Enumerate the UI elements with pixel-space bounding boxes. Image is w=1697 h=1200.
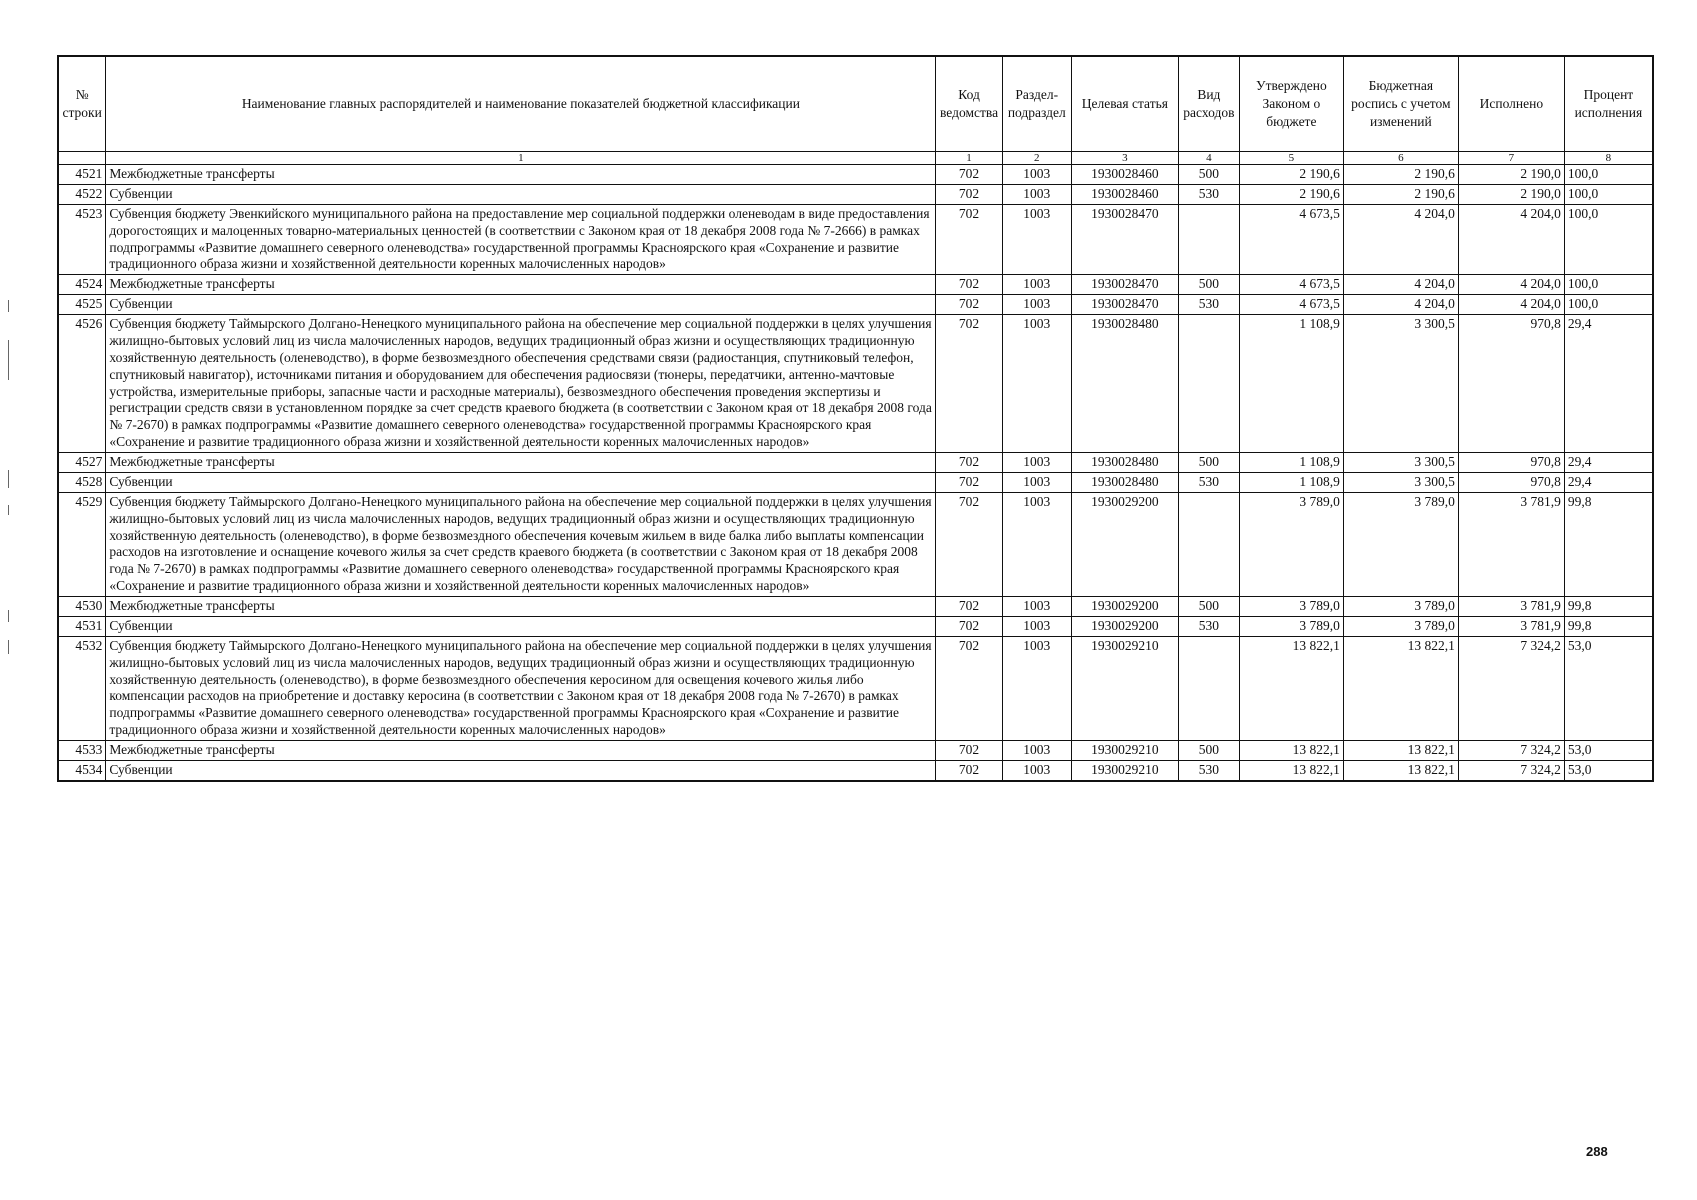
row-expense-type (1178, 492, 1239, 596)
row-executed: 3 781,9 (1458, 492, 1564, 596)
row-department-code: 702 (936, 741, 1002, 761)
scan-mark (8, 300, 9, 312)
row-number: 4528 (58, 472, 106, 492)
row-approved: 13 822,1 (1239, 741, 1343, 761)
row-percent: 99,8 (1564, 616, 1653, 636)
row-approved: 4 673,5 (1239, 204, 1343, 275)
row-name: Субвенция бюджету Таймырского Долгано-Ненецкого муниципального района на обеспечение мер социальной поддержки в целях улучшения жилищно-бытовых условий лиц из числа малочисленных народов, ведущих традиционный образ жизни и осуществляющих традиционную хозяйственную деятельность (оленеводство), в форме безвозмездного обеспечения кочевым жильем в виде балка либо выплаты компенсации расходов на изготовление и оснащение кочевого жилья за счет средств краевого бюджета (в соответствии с Законом края от 18 декабря 2008 года № 7-2670) в рамках подпрограммы «Развитие домашнего северного оленеводства» государственной программы Красноярского края «Сохранение и развитие традиционного образа жизни и хозяйственной деятельности коренных малочисленных народов» (106, 492, 936, 596)
row-budget-schedule: 13 822,1 (1343, 636, 1458, 740)
row-executed: 970,8 (1458, 453, 1564, 473)
row-percent: 53,0 (1564, 741, 1653, 761)
row-approved: 2 190,6 (1239, 165, 1343, 185)
row-approved: 1 108,9 (1239, 472, 1343, 492)
row-target-article: 1930029200 (1071, 597, 1178, 617)
row-executed: 4 204,0 (1458, 204, 1564, 275)
row-percent: 29,4 (1564, 472, 1653, 492)
row-number: 4531 (58, 616, 106, 636)
row-expense-type: 500 (1178, 453, 1239, 473)
column-number: 1 (106, 152, 936, 165)
row-approved: 4 673,5 (1239, 275, 1343, 295)
row-number: 4525 (58, 295, 106, 315)
row-percent: 100,0 (1564, 204, 1653, 275)
row-expense-type: 530 (1178, 184, 1239, 204)
row-budget-schedule: 3 789,0 (1343, 492, 1458, 596)
row-percent: 53,0 (1564, 636, 1653, 740)
header-expense-type: Вид расходов (1178, 56, 1239, 152)
row-percent: 100,0 (1564, 295, 1653, 315)
row-section: 1003 (1002, 275, 1071, 295)
row-executed: 3 781,9 (1458, 597, 1564, 617)
row-section: 1003 (1002, 472, 1071, 492)
row-budget-schedule: 4 204,0 (1343, 204, 1458, 275)
row-department-code: 702 (936, 453, 1002, 473)
row-department-code: 702 (936, 616, 1002, 636)
row-number: 4526 (58, 315, 106, 453)
row-budget-schedule: 4 204,0 (1343, 295, 1458, 315)
row-executed: 7 324,2 (1458, 760, 1564, 780)
row-section: 1003 (1002, 597, 1071, 617)
row-approved: 13 822,1 (1239, 760, 1343, 780)
column-number: 3 (1071, 152, 1178, 165)
table-row (58, 275, 1653, 295)
row-section: 1003 (1002, 315, 1071, 453)
page-number: 288 (1586, 1144, 1608, 1159)
row-expense-type: 500 (1178, 741, 1239, 761)
column-number: 8 (1564, 152, 1653, 165)
row-name: Субвенция бюджету Таймырского Долгано-Ненецкого муниципального района на обеспечение мер социальной поддержки в целях улучшения жилищно-бытовых условий лиц из числа малочисленных народов, ведущих традиционный образ жизни и осуществляющих традиционную хозяйственную деятельность (оленеводство), в форме безвозмездного обеспечения средствами связи (радиостанция, спутниковый телефон, спутниковый навигатор), источниками питания и оборудованием для обеспечения радиосвязи (тюнеры, передатчики, антенно-мачтовые устройства, измерительные приборы, запасные части и расходные материалы), безвозмездного обеспечения проведения экспертизы и регистрации средств связи в установленном порядке за счет средств краевого бюджета (в соответствии с Законом края от 18 декабря 2008 года № 7-2670) в рамках подпрограммы «Развитие домашнего северного оленеводства» государственной программы Красноярского края «Сохранение и развитие традиционного образа жизни и хозяйственной деятельности коренных малочисленных народов» (106, 315, 936, 453)
row-approved: 4 673,5 (1239, 295, 1343, 315)
row-expense-type (1178, 636, 1239, 740)
header-row (58, 56, 1653, 152)
row-executed: 7 324,2 (1458, 636, 1564, 740)
row-number: 4529 (58, 492, 106, 596)
column-number: 2 (1002, 152, 1071, 165)
table-row (58, 492, 1653, 596)
row-section: 1003 (1002, 165, 1071, 185)
table-row (58, 295, 1653, 315)
column-numbers-row (58, 152, 1653, 165)
table-row (58, 472, 1653, 492)
row-executed: 2 190,0 (1458, 165, 1564, 185)
row-number: 4521 (58, 165, 106, 185)
row-department-code: 702 (936, 472, 1002, 492)
row-budget-schedule: 3 300,5 (1343, 315, 1458, 453)
row-target-article: 1930029210 (1071, 636, 1178, 740)
row-name: Межбюджетные трансферты (106, 597, 936, 617)
row-section: 1003 (1002, 204, 1071, 275)
row-department-code: 702 (936, 165, 1002, 185)
row-target-article: 1930028480 (1071, 453, 1178, 473)
row-section: 1003 (1002, 184, 1071, 204)
row-department-code: 702 (936, 184, 1002, 204)
row-budget-schedule: 4 204,0 (1343, 275, 1458, 295)
row-executed: 7 324,2 (1458, 741, 1564, 761)
table-row (58, 315, 1653, 453)
budget-execution-table (57, 55, 1654, 782)
row-target-article: 1930028480 (1071, 315, 1178, 453)
row-budget-schedule: 13 822,1 (1343, 760, 1458, 780)
header-section: Раздел-подраздел (1002, 56, 1071, 152)
row-expense-type: 530 (1178, 472, 1239, 492)
row-section: 1003 (1002, 741, 1071, 761)
scan-mark (8, 340, 9, 380)
header-row-number: № строки (58, 56, 106, 152)
header-department-code: Код ведомства (936, 56, 1002, 152)
row-department-code: 702 (936, 204, 1002, 275)
row-target-article: 1930028470 (1071, 204, 1178, 275)
row-section: 1003 (1002, 295, 1071, 315)
scan-mark (8, 505, 9, 515)
row-number: 4533 (58, 741, 106, 761)
row-percent: 100,0 (1564, 184, 1653, 204)
row-department-code: 702 (936, 636, 1002, 740)
row-executed: 4 204,0 (1458, 295, 1564, 315)
row-section: 1003 (1002, 636, 1071, 740)
row-budget-schedule: 3 789,0 (1343, 597, 1458, 617)
row-number: 4522 (58, 184, 106, 204)
header-target-article: Целевая статья (1071, 56, 1178, 152)
row-budget-schedule: 2 190,6 (1343, 165, 1458, 185)
row-number: 4530 (58, 597, 106, 617)
row-department-code: 702 (936, 295, 1002, 315)
row-percent: 99,8 (1564, 492, 1653, 596)
column-number: 1 (936, 152, 1002, 165)
table-row (58, 760, 1653, 780)
row-name: Субвенция бюджету Таймырского Долгано-Ненецкого муниципального района на обеспечение мер социальной поддержки в целях улучшения жилищно-бытовых условий лиц из числа малочисленных народов, ведущих традиционный образ жизни и осуществляющих традиционную хозяйственную деятельность (оленеводство), в форме безвозмездного обеспечения керосином для освещения кочевого жилья либо компенсации расходов на приобретение и доставку керосина (в соответствии с Законом края от 18 декабря 2008 года № 7-2670) в рамках подпрограммы «Развитие домашнего северного оленеводства» государственной программы Красноярского края «Сохранение и развитие традиционного образа жизни и хозяйственной деятельности коренных малочисленных народов» (106, 636, 936, 740)
row-section: 1003 (1002, 453, 1071, 473)
table-row (58, 597, 1653, 617)
row-name: Субвенции (106, 472, 936, 492)
row-approved: 13 822,1 (1239, 636, 1343, 740)
row-budget-schedule: 2 190,6 (1343, 184, 1458, 204)
column-number: 7 (1458, 152, 1564, 165)
row-department-code: 702 (936, 275, 1002, 295)
scan-mark (8, 610, 9, 622)
row-percent: 29,4 (1564, 453, 1653, 473)
row-department-code: 702 (936, 492, 1002, 596)
row-budget-schedule: 3 300,5 (1343, 453, 1458, 473)
row-name: Межбюджетные трансферты (106, 741, 936, 761)
row-name: Межбюджетные трансферты (106, 453, 936, 473)
row-target-article: 1930029200 (1071, 616, 1178, 636)
table-row (58, 165, 1653, 185)
row-approved: 3 789,0 (1239, 597, 1343, 617)
header-approved: Утверждено Законом о бюджете (1239, 56, 1343, 152)
row-target-article: 1930029210 (1071, 741, 1178, 761)
header-name: Наименование главных распорядителей и наименование показателей бюджетной классификации (106, 56, 936, 152)
row-name: Субвенции (106, 760, 936, 780)
row-executed: 970,8 (1458, 472, 1564, 492)
row-percent: 53,0 (1564, 760, 1653, 780)
row-approved: 1 108,9 (1239, 315, 1343, 453)
row-name: Субвенция бюджету Эвенкийского муниципального района на предоставление мер социальной поддержки оленеводам в виде предоставления дорогостоящих и малоценных товарно-материальных ценностей (в соответствии с Законом края от 18 декабря 2008 года № 7-2666) в рамках подпрограммы «Развитие домашнего северного оленеводства» государственной программы Красноярского края «Сохранение и развитие традиционного образа жизни и хозяйственной деятельности коренных малочисленных народов» (106, 204, 936, 275)
row-name: Субвенции (106, 184, 936, 204)
row-budget-schedule: 3 789,0 (1343, 616, 1458, 636)
table-row (58, 184, 1653, 204)
row-expense-type: 500 (1178, 165, 1239, 185)
row-approved: 2 190,6 (1239, 184, 1343, 204)
row-expense-type: 530 (1178, 295, 1239, 315)
row-name: Межбюджетные трансферты (106, 165, 936, 185)
row-name: Межбюджетные трансферты (106, 275, 936, 295)
row-target-article: 1930028470 (1071, 275, 1178, 295)
row-percent: 100,0 (1564, 165, 1653, 185)
scan-mark (8, 470, 9, 488)
row-approved: 3 789,0 (1239, 492, 1343, 596)
row-executed: 970,8 (1458, 315, 1564, 453)
row-number: 4524 (58, 275, 106, 295)
row-percent: 29,4 (1564, 315, 1653, 453)
row-target-article: 1930028460 (1071, 165, 1178, 185)
row-target-article: 1930029210 (1071, 760, 1178, 780)
row-percent: 99,8 (1564, 597, 1653, 617)
row-expense-type (1178, 315, 1239, 453)
row-department-code: 702 (936, 597, 1002, 617)
row-target-article: 1930028470 (1071, 295, 1178, 315)
row-section: 1003 (1002, 760, 1071, 780)
row-name: Субвенции (106, 295, 936, 315)
row-expense-type: 500 (1178, 275, 1239, 295)
table-row (58, 453, 1653, 473)
row-section: 1003 (1002, 616, 1071, 636)
row-executed: 2 190,0 (1458, 184, 1564, 204)
column-number: 4 (1178, 152, 1239, 165)
table-row (58, 204, 1653, 275)
row-executed: 4 204,0 (1458, 275, 1564, 295)
row-target-article: 1930028460 (1071, 184, 1178, 204)
scan-mark (8, 640, 9, 654)
row-name: Субвенции (106, 616, 936, 636)
row-number: 4532 (58, 636, 106, 740)
row-department-code: 702 (936, 315, 1002, 453)
row-budget-schedule: 3 300,5 (1343, 472, 1458, 492)
row-expense-type: 500 (1178, 597, 1239, 617)
row-approved: 1 108,9 (1239, 453, 1343, 473)
header-budget-schedule: Бюджетная роспись с учетом изменений (1343, 56, 1458, 152)
table-row (58, 616, 1653, 636)
row-number: 4523 (58, 204, 106, 275)
column-number (58, 152, 106, 165)
row-approved: 3 789,0 (1239, 616, 1343, 636)
row-expense-type: 530 (1178, 616, 1239, 636)
column-number: 5 (1239, 152, 1343, 165)
row-target-article: 1930029200 (1071, 492, 1178, 596)
row-percent: 100,0 (1564, 275, 1653, 295)
table-row (58, 636, 1653, 740)
row-number: 4534 (58, 760, 106, 780)
row-executed: 3 781,9 (1458, 616, 1564, 636)
table-row (58, 741, 1653, 761)
row-department-code: 702 (936, 760, 1002, 780)
header-percent: Процент исполнения (1564, 56, 1653, 152)
row-expense-type (1178, 204, 1239, 275)
row-expense-type: 530 (1178, 760, 1239, 780)
row-target-article: 1930028480 (1071, 472, 1178, 492)
row-section: 1003 (1002, 492, 1071, 596)
column-number: 6 (1343, 152, 1458, 165)
header-executed: Исполнено (1458, 56, 1564, 152)
row-number: 4527 (58, 453, 106, 473)
row-budget-schedule: 13 822,1 (1343, 741, 1458, 761)
